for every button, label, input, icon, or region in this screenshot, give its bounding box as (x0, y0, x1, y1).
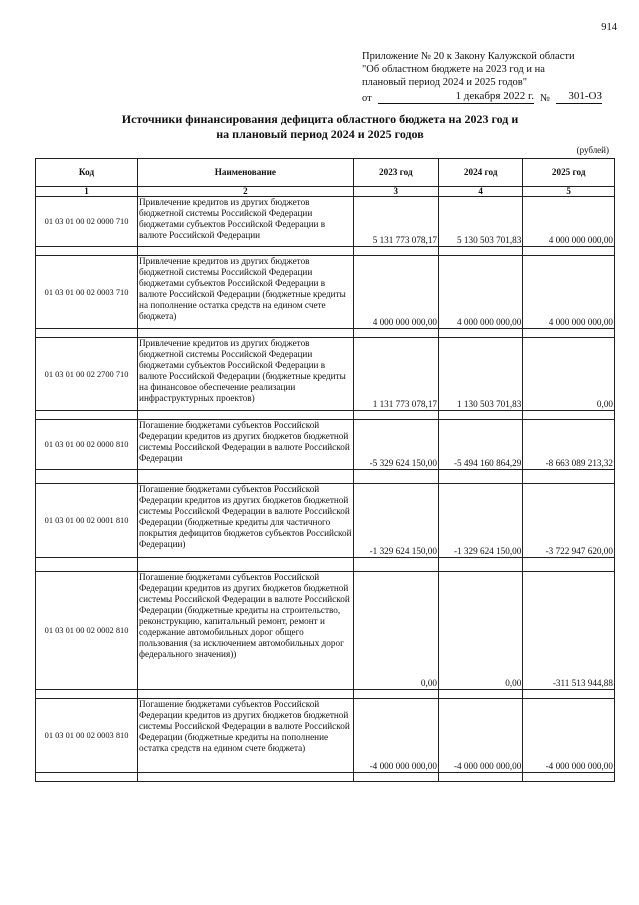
table-row (36, 197, 615, 247)
row-value-2025: -8 663 089 213,32 (523, 420, 615, 470)
table-row (36, 338, 615, 411)
column-number: 3 (353, 187, 438, 197)
table-row (36, 484, 615, 558)
row-name: Погашение бюджетами субъектов Российской Федерации кредитов из других бюджетов бюджетной системы Российской Федерации в валюте Российской Федерации (бюджетные кредиты для частичного покрытия дефицитов бюджетов субъектов Российской Федерации) (138, 484, 354, 558)
row-code: 01 03 01 00 02 0003 810 (36, 699, 138, 773)
table-row (36, 256, 615, 329)
unit-label: (рублей) (576, 145, 609, 155)
row-value-2024: 5 130 503 701,83 (439, 197, 523, 247)
table-row (36, 699, 615, 773)
row-code: 01 03 01 00 02 0000 810 (36, 420, 138, 470)
title-line-1: Источники финансирования дефицита областного бюджета на 2023 год и (121, 112, 519, 126)
row-value-2025: -3 722 947 620,00 (523, 484, 615, 558)
column-number: 2 (138, 187, 354, 197)
appendix-line-3: плановый период 2024 и 2025 годов" (362, 77, 528, 88)
header-2023: 2023 год (353, 159, 438, 187)
column-numbers-row (36, 187, 615, 197)
row-value-2024: -1 329 624 150,00 (439, 484, 523, 558)
row-value-2025: 4 000 000 000,00 (523, 197, 615, 247)
table-header-row (36, 159, 615, 187)
table-row (36, 572, 615, 690)
row-name: Привлечение кредитов из других бюджетов бюджетной системы Российской Федерации бюджетами субъектов Российской Федерации в валюте Российской Федерации (138, 197, 354, 247)
row-spacer (36, 773, 615, 782)
row-name: Привлечение кредитов из других бюджетов бюджетной системы Российской Федерации бюджетами субъектов Российской Федерации в валюте Российской Федерации (бюджетные кредиты на финансовое обеспечение реализации инфраструктурных проектов) (138, 338, 354, 411)
header-code: Код (36, 159, 138, 187)
row-spacer (36, 558, 615, 572)
row-code: 01 03 01 00 02 0003 710 (36, 256, 138, 329)
row-value-2023: 1 131 773 078,17 (353, 338, 438, 411)
row-spacer (36, 690, 615, 699)
row-code: 01 03 01 00 02 2700 710 (36, 338, 138, 411)
document-title (100, 112, 540, 142)
law-number: 301-ОЗ (556, 90, 602, 104)
law-date: 1 декабря 2022 г. (378, 90, 534, 104)
page-number: 914 (601, 22, 617, 33)
date-prefix: от (362, 93, 372, 104)
row-value-2025: 4 000 000 000,00 (523, 256, 615, 329)
row-name: Погашение бюджетами субъектов Российской Федерации кредитов из других бюджетов бюджетной системы Российской Федерации в валюте Российской Федерации (бюджетные кредиты на пополнение остатка средств на едином счете бюджета) (138, 699, 354, 773)
header-2024: 2024 год (439, 159, 523, 187)
row-code: 01 03 01 00 02 0002 810 (36, 572, 138, 690)
row-value-2024: 0,00 (439, 572, 523, 690)
row-value-2025: -4 000 000 000,00 (523, 699, 615, 773)
row-name: Погашение бюджетами субъектов Российской Федерации кредитов из других бюджетов бюджетной системы Российской Федерации в валюте Российской Федерации (бюджетные кредиты на строительство, реконструкцию, капитальный ремонт, ремонт и содержание автомобильных дорог общего пользования (за исключением автомобильных дорог федерального значения)) (138, 572, 354, 690)
row-spacer (36, 411, 615, 420)
row-spacer (36, 247, 615, 256)
title-line-2: на плановый период 2024 и 2025 годов (216, 127, 424, 141)
appendix-line-1: Приложение № 20 к Закону Калужской области (362, 51, 575, 62)
law-date-line (362, 90, 622, 104)
row-spacer (36, 470, 615, 484)
column-number: 4 (439, 187, 523, 197)
header-name: Наименование (138, 159, 354, 187)
row-value-2024: 4 000 000 000,00 (439, 256, 523, 329)
appendix-line-2: "Об областном бюджете на 2023 год и на (362, 64, 545, 75)
row-value-2025: -311 513 944,88 (523, 572, 615, 690)
appendix-header (362, 50, 622, 104)
row-value-2023: -4 000 000 000,00 (353, 699, 438, 773)
row-name: Привлечение кредитов из других бюджетов бюджетной системы Российской Федерации бюджетами субъектов Российской Федерации в валюте Российской Федерации (бюджетные кредиты на пополнение остатка средств на едином счете бюджета) (138, 256, 354, 329)
row-name: Погашение бюджетами субъектов Российской Федерации кредитов из других бюджетов бюджетной системы Российской Федерации в валюте Российской Федерации (138, 420, 354, 470)
column-number: 5 (523, 187, 615, 197)
row-value-2023: 4 000 000 000,00 (353, 256, 438, 329)
row-value-2023: 5 131 773 078,17 (353, 197, 438, 247)
row-value-2024: -5 494 160 864,29 (439, 420, 523, 470)
header-2025: 2025 год (523, 159, 615, 187)
row-code: 01 03 01 00 02 0000 710 (36, 197, 138, 247)
row-code: 01 03 01 00 02 0001 810 (36, 484, 138, 558)
row-value-2023: -5 329 624 150,00 (353, 420, 438, 470)
number-prefix: № (540, 93, 551, 104)
column-number: 1 (36, 187, 138, 197)
row-value-2024: 1 130 503 701,83 (439, 338, 523, 411)
financing-sources-table (35, 158, 615, 782)
row-value-2023: 0,00 (353, 572, 438, 690)
table-row (36, 420, 615, 470)
row-value-2024: -4 000 000 000,00 (439, 699, 523, 773)
row-spacer (36, 329, 615, 338)
row-value-2023: -1 329 624 150,00 (353, 484, 438, 558)
row-value-2025: 0,00 (523, 338, 615, 411)
